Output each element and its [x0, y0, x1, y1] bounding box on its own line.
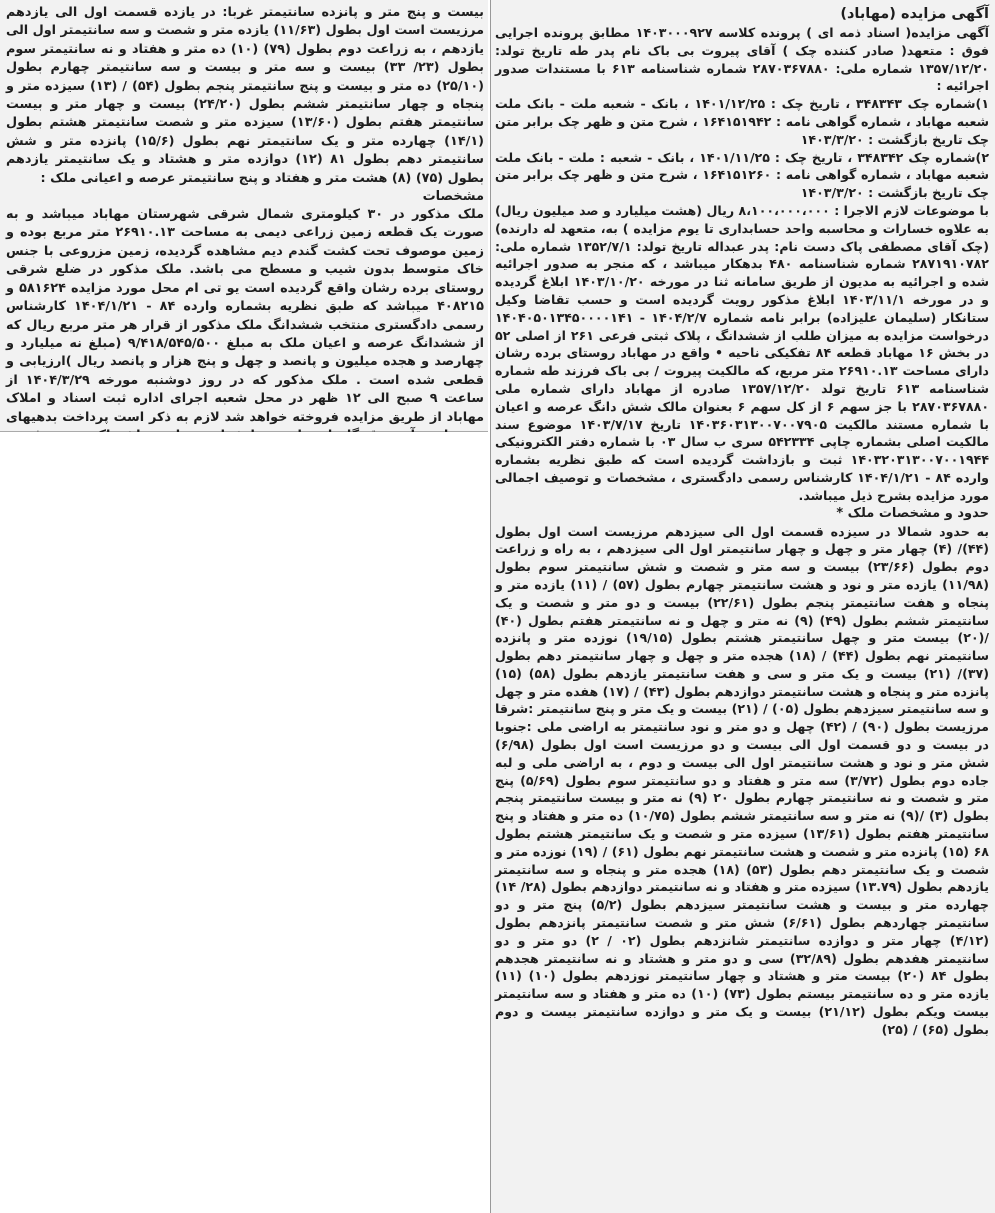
bounds-continued: بیست و پنج متر و پانزده سانتیمتر غربا: در یازده قسمت اول الی یازدهم مرزیست است اول بطول (۱۱/۶۳) یازده متر و شصت و سه سانتیمتر اول الی یازدهم ، به زراعت دوم بطول (۷۹) (۱۰) ده متر و هفتاد و نه سانتیمتر سوم بطول (۲۳/ ۳۳) بیست و سه متر و بیست و سه سانتیمتر چهارم بطول (۲۵/۱۰) ده متر و بیست و پنج سانتیمتر پنجم بطول (۵۴) / (۱۳) سیزده متر و پنجاه و چهار سانتیمتر ششم بطول (۲۴/۲۰) بیست و چهار متر و بیست سانتیمتر هفتم بطول (۱۳/۶۰) سیزده متر و شصت سانتیمتر هشتم بطول (۱۴/۱) چهارده متر و یک سانتیمتر نهم بطول (۱۵/۶) پانزده متر و شش سانتیمتر دهم بطول ۸۱ (۱۲) دوازده متر و هشتاد و یک سانتیمتر یازدهم بطول (۷۵) (۸) هشت متر و هفتاد و پنج سانتیمتر عرصه و اعیانی ملک :	[6, 5, 485, 186]
notice-title: آگهی مزایده (مهاباد)	[840, 6, 989, 22]
specs-text: ملک مذکور در ۳۰ کیلومتری شمال شرقی شهرستان مهاباد میباشد و به صورت یک قطعه زمین زراعی دیمی به مساحت ۲۶۹۱۰.۱۳ متر مربع بوده و زمین موصوف تحت کشت گندم دیم مشاهده گردیده، زمین مزروعی با جنس خاک متوسط بدون شیب و مسطح می باشد. ملک مذکور در ضلع شرقی روستای برده رشان واقع گردیده است یو تی ام محل مورد مزایده ۵۸۱۶۲۴ و ۴۰۸۲۱۵ میباشد که طبق نظریه بشماره وارده ۸۴ - ۱۴۰۴/۱/۲۱ کارشناس رسمی دادگستری منتخب ششدانگ ملک مذکور از قرار هر متر مربع ریال که از ششدانگ عرصه و اعیان ملک به مبلغ ۹/۴۱۸/۵۴۵/۵۰۰ (مبلغ نه میلیارد و چهارصد و هجده میلیون و پانصد و چهل و پنج هزار و پانصد ریال )ارزیابی و قطعی شده است . ملک مذکور که در روز دوشنبه مورخه ۱۴۰۴/۳/۲۹ از ساعت ۹ صبح الی ۱۲ ظهر در محل شعبه اجرای اداره ثبت اسناد و املاک مهاباد از طریق مزایده فروخته خواهد شد لازم به ذکر است پرداخت بدهیهای	[6, 207, 485, 425]
notice-intro: آگهی مزایده( اسناد ذمه ای ) پرونده کلاسه ۱۴۰۳۰۰۰۹۲۷ مطابق پرونده اجرایی فوق : متعهد( صادر کننده چک ) آقای پیروت بی باک نام پدر طه تاریخ تولد: ۱۳۵۷/۱۲/۲۰ شماره ملی: ۲۸۷۰۳۶۷۸۸۰ شماره شناسنامه ۶۱۳ با مستندات صدور اجرائیه :	[495, 25, 989, 94]
check-2: ۲)شماره چک ۳۴۸۳۴۲ ، تاریخ چک : ۱۴۰۱/۱۱/۲۵ ، بانک - شعبه : ملت - بانک ملت شعبه مهاباد ، شماره گواهی نامه : ۱۶۴۱۵۱۲۶۰ ، شرح متن و ظهر چک برابر متن چک تاریخ بازگشت : ۱۴۰۳/۳/۲۰	[495, 149, 990, 201]
specs-heading: مشخصات	[422, 189, 484, 205]
left-column	[0, 0, 488, 432]
notice-body: با موضوعات لازم الاجرا : ۸،۱۰۰،۰۰۰،۰۰۰ ریال (هشت میلیارد و صد میلیون ریال) به علاوه خسارات و محاسبه واحد حسابداری تا یوم مزایده ) به، متعهد له دارنده) (چک آقای مصطفی پاک دست نام: پدر عبداله تاریخ تولد: ۱۳۵۲/۷/۱ شماره ملی: ۲۸۷۱۹۱۰۷۸۲ شماره شناسنامه ۴۸۰ بدهکار میباشد ، که منجر به صدور اجرائیه شده و اجرائیه به مدیون از طریق سامانه ثنا در مورخه ۱۴۰۳/۱۰/۲۰ ابلاغ گردیده و در مورخه ۱۴۰۳/۱۱/۱ ابلاغ مذکور رویت گردیده است و حسب تقاضا وکیل ستانکار (سلیمان علیزاده) برابر نامه شماره ۱۴۰۴/۲/۷ - ۱۴۰۴۰۵۰۱۳۴۵۰۰۰۰۱۴۱ درخواست مزایده به میزان طلب از ششدانگ ، پلاک ثبتی فرعی ۲۶۱ از اصلی ۵۲ در بخش ۱۶ مهاباد قطعه ۸۴ تفکیکی ناحیه • واقع در مهاباد روستای برده رشان دارای مساحت ۲۶۹۱۰.۱۳ متر مربع، که مالکیت پیروت / بی باک فرزند طه شماره شناسنامه ۶۱۳ تاریخ تولد ۱۳۵۷/۱۲/۲۰ صادره از مهاباد دارای شماره ملی ۲۸۷۰۳۶۷۸۸۰ با جز سهم ۶ از کل سهم ۶ بعنوان مالک شش دانگ عرصه و اعیان با شماره مستند مالکیت ۱۴۰۳۶۰۳۱۳۰۰۷۰۰۷۹۰۵ تاریخ ۱۴۰۳/۷/۱۷ موضوع سند مالکیت اصلی بشماره چاپی ۵۴۲۳۳۴ سری ب سال ۰۳ با شماره دفتر الکترونیکی ۱۴۰۳۲۰۳۱۳۰۰۷۰۰۱۹۴۴ ثبت و بازداشت گردیده است که طبق نظریه بشماره وارده ۸۴ - ۱۴۰۴/۱/۲۱ کارشناس رسمی دادگستری ، مشخصات و توصیف اجمالی مورد مزایده بشرح ذیل میباشد.	[495, 202, 990, 503]
check-1: ۱)شماره چک ۳۴۸۳۴۳ ، تاریخ چک : ۱۴۰۱/۱۲/۲۵ ، بانک - شعبه ملت - بانک ملت شعبه مهاباد ، شماره گواهی نامه : ۱۶۴۱۵۱۹۴۲ ، شرح متن و ظهر چک برابر متن چک تاریخ بازگشت : ۱۴۰۳/۳/۲۰	[495, 96, 990, 147]
bounds-text: به حدود شمالا در سیزده قسمت اول الی سیزدهم مرزیست است اول بطول (۴۴)/ (۴) چهار متر و چهل و چهار سانتیمتر اول الی سیزدهم ، به راه و زراعت دوم بطول (۲۳/۶۶) بیست و سه متر و شصت و شش سانتیمتر سوم بطول (۱۱/۹۸) یازده متر و نود و هشت سانتیمتر چهارم بطول (۵۷) / (۱۱) یازده متر و پنجاه و هفت سانتیمتر پنجم بطول (۲۲/۶۱) بیست و دو متر و شصت و یک سانتیمتر ششم بطول (۴۹) (۹) نه متر و چهل و نه سانتیمتر هفتم بطول (۴۰) /(۲۰) بیست متر و چهل سانتیمتر هشتم بطول (۱۹/۱۵) نوزده متر و پانزده سانتیمتر نهم بطول (۴۴) / (۱۸) هجده متر و چهل و چهار سانتیمتر دهم بطول (۳۷)/ (۲۱) بیست و یک متر و سی و هفت سانتیمتر یازدهم بطول (۵۸) (۱۵) پانزده متر و پنجاه و هشت سانتیمتر دوازدهم بطول (۴۳) / (۱۷) هفده متر و چهل و سه سانتیمتر سیزدهم بطول (۰۵) / (۲۱) بیست و یک متر و پنج سانتیمتر :شرقا مرزیست بطول (۹۰) / (۴۲) چهل و دو متر و نود سانتیمتر به اراضی ملی :جنوبا در بیست و دو قسمت اول الی بیست و دو مرزیست است اول بطول (۶/۹۸) شش متر و نود و هشت سانتیمتر اول الی بیست و دوم ، به اراضی ملی و لبه جاده دوم بطول (۳/۷۲) سه متر و هفتاد و دو سانتیمتر سوم بطول (۵/۶۹) پنج متر و شصت و نه سانتیمتر چهارم بطول ۲۰ (۹) نه متر و بیست سانتیمتر پنجم بطول (۳) /(۹) نه متر و سه سانتیمتر ششم بطول (۱۰/۷۵) ده متر و هفتاد و پنج سانتیمتر هفتم بطول (۱۳/۶۱) سیزده متر و شصت و یک سانتیمتر هشتم بطول ۶۸ (۱۵) پانزده متر و شصت و هشت سانتیمتر نهم بطول (۶۱) / (۱۹) نوزده متر و شصت و یک سانتیمتر دهم بطول (۵۳) (۱۸) هجده متر و پنجاه و سه سانتیمتر یازدهم بطول (۱۳.۷۹) سیزده متر و هفتاد و نه سانتیمتر دوازدهم بطول (۲۸/ ۱۴) چهارده متر و بیست و هشت سانتیمتر سیزدهم بطول (۵/۲) پنج متر و دو سانتیمتر چهاردهم بطول (۶/۶۱) شش متر و شصت سانتیمتر پانزدهم بطول (۴/۱۲) چهار متر و دوازده سانتیمتر شانزدهم بطول (۰۲ / ۲) دو متر و دو سانتیمتر هفدهم بطول (۳۲/۸۹) سی و دو متر و هشتاد و نه سانتیمتر هجدهم بطول ۸۴ (۲۰) بیست متر و هشتاد و چهار سانتیمتر نوزدهم بطول (۱۰) (۱۱) یازده متر و ده سانتیمتر بیستم بطول (۷۳) (۱۰) ده متر و هفتاد و سه سانتیمتر بیست ویکم بطول (۲۱/۱۲) بیست و یک متر و دوازده سانتیمتر بیست و دوم بطول (۶۵) / (۲۵)	[495, 523, 990, 1037]
empty-area	[0, 432, 488, 1213]
right-column	[490, 0, 995, 1213]
bounds-heading: حدود و مشخصات ملک *	[836, 505, 989, 521]
